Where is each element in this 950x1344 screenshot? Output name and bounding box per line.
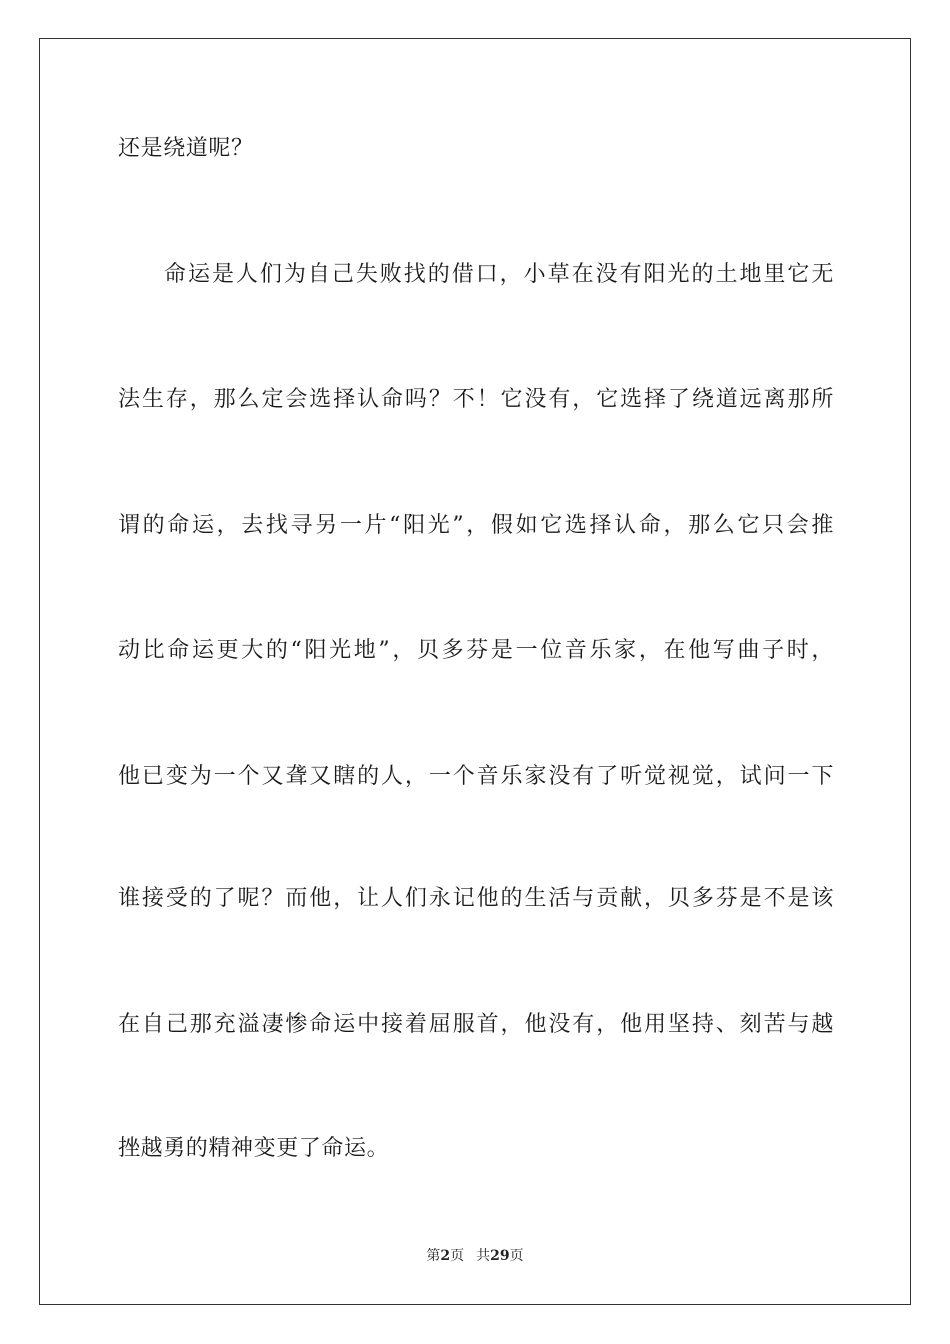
page-footer (0, 1247, 950, 1265)
text-line: 还是绕道呢？ (118, 136, 254, 161)
text-line: 挫越勇的精神变更了命运。 (118, 1136, 390, 1161)
text-line: 法生存，那么定会选择认命吗？不！它没有，它选择了绕道远离那所 (118, 387, 834, 412)
text-line: 他已变为一个又聋又瞎的人，一个音乐家没有了听觉视觉，试问一下 (118, 764, 834, 789)
text-line: 谁接受的了呢？而他，让人们永记他的生活与贡献，贝多芬是不是该 (118, 886, 834, 911)
page-suffix: 页 (450, 1248, 465, 1264)
paragraph-first-line: 命运是人们为自己失败找的借口，小草在没有阳光的土地里它无 (164, 262, 834, 287)
total-suffix: 页 (509, 1248, 524, 1264)
page-number: 2 (440, 1248, 451, 1264)
page-border (39, 38, 911, 1305)
text-line: 谓的命运，去找寻另一片“阳光”，假如它选择认命，那么它只会推 (118, 513, 834, 538)
total-pages: 29 (490, 1248, 510, 1264)
text-line: 动比命运更大的“阳光地”，贝多芬是一位音乐家，在他写曲子时， (118, 638, 834, 663)
text-line: 在自己那充溢凄惨命运中接着屈服首，他没有，他用坚持、刻苦与越 (118, 1012, 834, 1037)
total-prefix: 共 (476, 1248, 491, 1264)
page-prefix: 第 (426, 1248, 441, 1264)
